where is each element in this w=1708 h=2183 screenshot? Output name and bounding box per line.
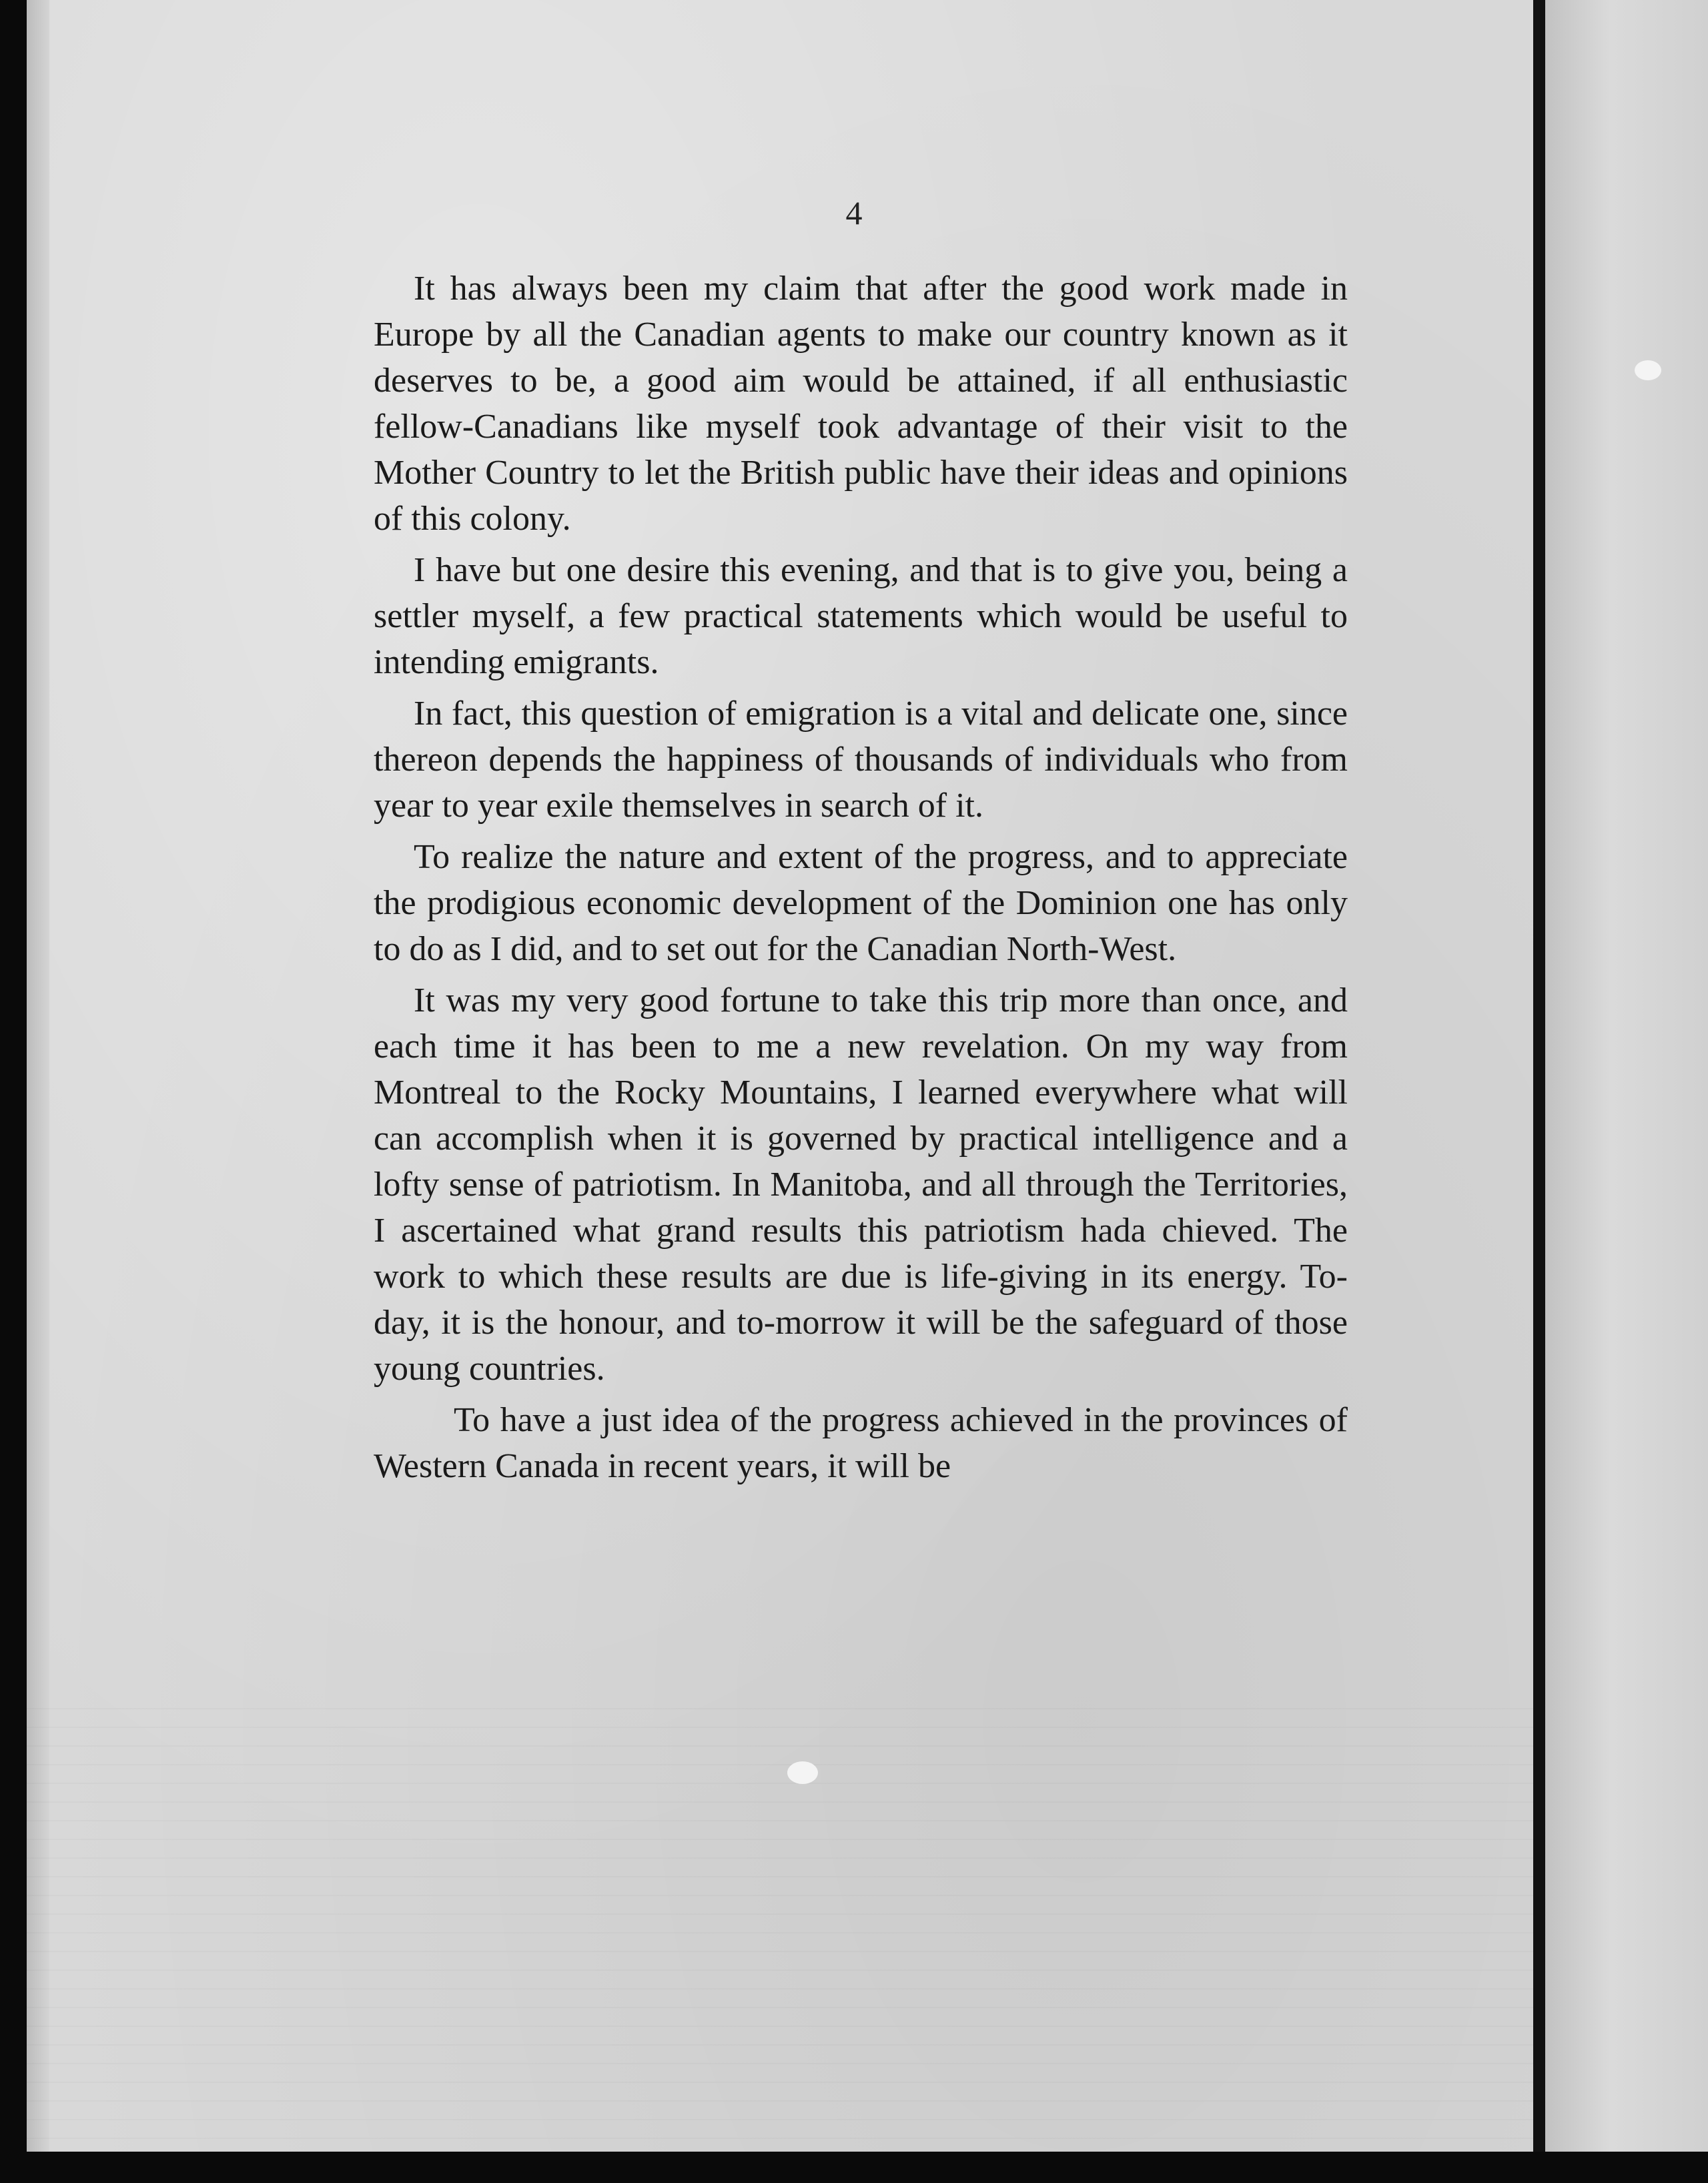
page-texture [27,1708,1535,2152]
binding-fold [1533,0,1545,2152]
adjacent-page-edge [1545,0,1708,2152]
paragraph: It was my very good fortune to take this trip more than once, and each time it has been to me a new revelation. On my way from Montreal to the Rocky Mountains, I learned everywhere what will can accomplish when it is governed by practical intelligence and a lofty sense of patriotism. In Manitoba, and all through the Territories, I ascertained what grand results this patriotism hada chieved. The work to which these results are due is life-giving in its energy. To-day, it is the honour, and to-morrow it will be the safeguard of those young countries. [374,981,1348,1388]
paragraph: In fact, this question of emigration is a vital and delicate one, since thereon depends the happiness of thousands of individuals who from year to year exile themselves in search of it. [374,695,1348,825]
paragraph: To have a just idea of the progress achieved in the provinces of Western Canada in recent years, it will be [374,1401,1348,1485]
paragraph: It has always been my claim that after the good work made in Europe by all the Canadian agents to make our country known as it deserves to be, a good aim would be attained, if all enthusiastic fellow-Canadians like myself took advantage of their visit to the Mother Country to let the British public have their ideas and opinions of this colony. [374,270,1348,538]
page-number: 4 [845,194,863,232]
body-text [374,266,1348,1494]
paper-speck [787,1761,818,1784]
paragraph: To realize the nature and extent of the progress, and to appreciate the prodigious economic development of the Dominion one has only to do as I did, and to set out for the Canadian North-West. [374,838,1348,968]
paragraph: I have but one desire this evening, and that is to give you, being a settler myself, a few practical statements which would be useful to intending emigrants. [374,551,1348,681]
paper-speck [1635,360,1661,380]
